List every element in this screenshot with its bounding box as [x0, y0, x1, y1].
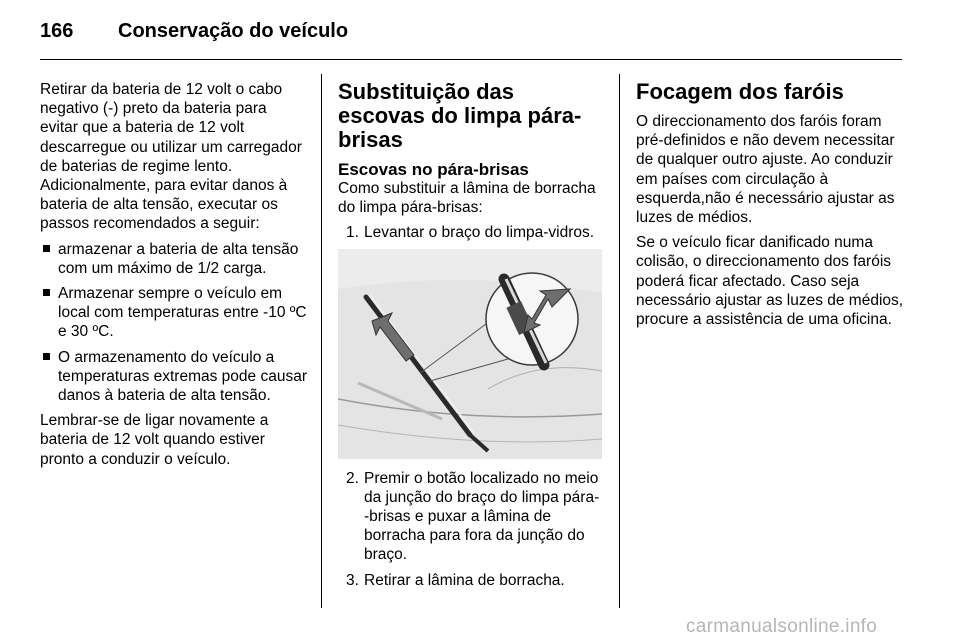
- header-rule: [40, 59, 902, 60]
- battery-bullet-list: [40, 240, 308, 406]
- wiper-subsection-title: Escovas no pára-brisas: [338, 160, 529, 179]
- step-number: 3.: [346, 571, 359, 589]
- bullet-text: armazenar a bateria de alta tensão com um máximo de 1/2 carga.: [58, 240, 299, 277]
- bullet-text: Armazenar sempre o veículo em local com temperaturas entre -10 ºC e 30 ºC.: [58, 285, 307, 341]
- square-bullet-icon: [43, 353, 50, 360]
- wiper-section-title: Substituição das escovas do limpa pára-brisas: [338, 79, 582, 152]
- page-number: 166: [40, 20, 74, 42]
- bullet-item: [40, 240, 308, 278]
- step-item: [338, 571, 604, 590]
- watermark: carmanualsonline.info: [686, 616, 878, 637]
- bullet-item: [40, 284, 308, 342]
- bullet-item: [40, 348, 308, 406]
- step-item: [338, 469, 604, 565]
- headlight-paragraph: Se o veículo ficar danificado numa colisão, o direccionamento dos faróis poderá ficar afectado. Caso seja necessário ajustar as luzes de médios, procure a assistência de uma oficina.: [636, 234, 904, 329]
- bullet-text: O armazenamento do veículo a temperaturas extremas pode causar danos à bateria de alta tensão.: [58, 348, 307, 405]
- wiper-steps-list-continued: [338, 469, 604, 590]
- page-title: Conservação do veículo: [118, 20, 349, 42]
- square-bullet-icon: [43, 289, 50, 296]
- battery-outro-paragraph: Lembrar-se de ligar novamente a bateria de 12 volt quando estiver pronto a conduzir o veículo.: [40, 412, 269, 468]
- wiper-intro-paragraph: Como substituir a lâmina de borracha do limpa pára-brisas:: [338, 180, 596, 217]
- battery-intro-paragraph: Retirar da bateria de 12 volt o cabo negativo (-) preto da bateria para evitar que a bateria de 12 volt descarregue ou utilizar um carregador de baterias de regime lento. Adicionalmente, para evitar danos à bateria de alta tensão, executar os passos recomendados a seguir:: [40, 81, 302, 233]
- step-item: [338, 223, 604, 242]
- page-header: [40, 14, 920, 54]
- step-text: Premir o botão localizado no meio da junção do braço do limpa pára--brisas e puxar a lâmina de borracha para fora da junção do braço.: [364, 469, 600, 564]
- step-text: Levantar o braço do limpa-vidros.: [364, 224, 595, 242]
- wiper-illustration-icon: [338, 249, 602, 459]
- column-divider-left: [321, 74, 322, 608]
- left-column: [40, 80, 308, 475]
- right-column: [636, 80, 904, 335]
- middle-column: [338, 80, 604, 596]
- step-number: 2.: [346, 469, 359, 487]
- step-number: 1.: [346, 224, 359, 242]
- wiper-illustration: [338, 249, 602, 459]
- headlight-paragraph: O direccionamento dos faróis foram pré-definidos e não devem necessitar de qualquer outro ajuste. Ao conduzir em países com circulação à esquerda,não é necessário ajustar as luzes de médios.: [636, 113, 895, 227]
- step-text: Retirar a lâmina de borracha.: [364, 571, 565, 589]
- square-bullet-icon: [43, 245, 50, 252]
- column-divider-right: [619, 74, 620, 608]
- wiper-steps-list: [338, 223, 604, 242]
- headlight-section-title: Focagem dos faróis: [636, 79, 844, 104]
